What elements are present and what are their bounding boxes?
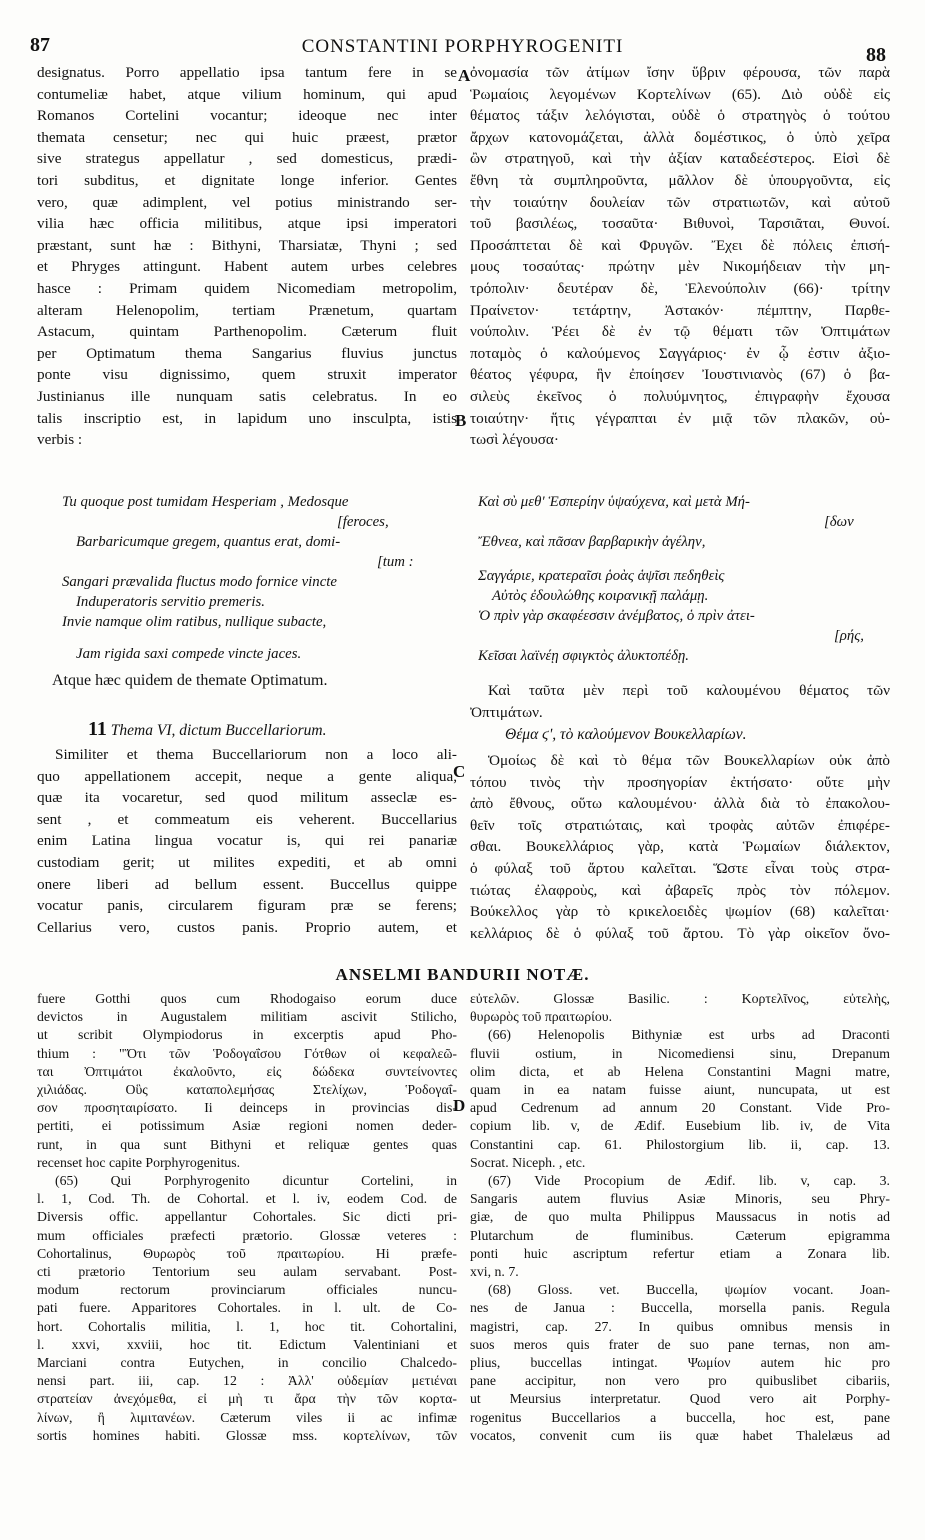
- note-line: l. 1, Cod. Th. de Cohortal. et l. iv, eodem Cod. de: [37, 1191, 457, 1207]
- greek-text-top: [470, 62, 890, 451]
- text-line: νούπολιν. Ῥέει δὲ ἐν τῷ θέματι τῶν Ὀπτιμάτων: [470, 323, 890, 341]
- text-line: σιλεὺς ἐκεῖνος ὁ πολυύμνητος, ἐπιγραφὴν ἔχουσα: [470, 387, 890, 405]
- column-marker-a: A: [458, 66, 471, 85]
- note-line: hort. Cohortalis militia, l. 1, hoc tit. Cohortalini,: [37, 1318, 457, 1334]
- text-line: vocatur panis, circularem figuram præ se ferens;: [37, 897, 457, 915]
- note-line: (68) Gloss. vet. Buccella, ψωμίον vocant. Joan-: [488, 1282, 890, 1298]
- verse-line: Κεῖσαι λαϊνέῃ σφιγκτὸς ἀλυκτοπέδῃ.: [478, 648, 690, 664]
- running-title: CONSTANTINI PORPHYROGENITI: [301, 36, 624, 57]
- text-line: contumeliæ habet, atque vilium hominum, qui apud: [37, 85, 457, 103]
- note-line: (65) Qui Porphyrogenito dicuntur Cortelini, in: [55, 1173, 457, 1189]
- text-line: et Phryges attingunt. Habent autem urbes celebres: [37, 258, 457, 276]
- text-line: per Optimatum thema Sangarius fluvius junctus: [37, 344, 457, 362]
- verse-line: Invie namque olim ratibus, nullique subacte,: [62, 614, 327, 630]
- text-line: alteram Helenopolim, tertiam Prænetum, quartam: [37, 301, 457, 319]
- text-line: Ὀπτιμάτων.: [470, 703, 543, 721]
- text-line: Cellarius vero, custos panis. Proprio autem, et: [37, 918, 457, 936]
- text-line: ὁ φύλαξ τοῦ ἄρτου καλεῖται. Ὥστε εἶναι τοὺς στρα-: [470, 859, 890, 877]
- note-line: suos meros quis frater de suo pane ternas, non am-: [470, 1336, 890, 1352]
- text-line: tori subditus, et dignitate longe inferior. Gentes: [37, 171, 457, 189]
- note-line: ut Meursius interpretatur. Quod vero ait Porphy-: [470, 1391, 890, 1407]
- text-line: onere liberi ad bellum essent. Buccellus quippe: [37, 875, 457, 893]
- note-line: pertiti, ei potissimum Asiæ regioni nomen deder-: [37, 1118, 457, 1134]
- text-line: Βούκελλος γὰρ τὸ κρικελοειδὲς ψωμίον (68) καλεῖται·: [470, 903, 890, 921]
- note-line: εὐτελῶν. Glossæ Basilic. : Κορτελῖνος, εὐτελὴς,: [470, 991, 890, 1006]
- text-line: θεῖν τοῖς στρατιώταις, καὶ τροφὰς αὐτῶν ἐπιφέρε-: [470, 816, 890, 834]
- text-line: hasce : Primam quidem Nicomediam metropolim,: [37, 279, 457, 297]
- note-line: nensi part. iii, cap. 12 : Ἀλλ' οὐδεμίαν μετιέναι: [37, 1373, 457, 1389]
- running-head: [0, 34, 925, 66]
- text-line: ὢν στρατηγοῦ, καὶ τὴν ἀξίαν καταδεέστερος. Εἰσὶ δὲ: [470, 150, 890, 168]
- note-line: στρατείαν ἀνεχόμεθα, εἰ μὴ τι ἄρα τὴν τῶν κορτα-: [37, 1391, 457, 1407]
- text-line: ἀπὸ ἔθνους, οὕτω καλουμένου· ἀλλὰ διὰ τὸ ἐπακολου-: [470, 795, 890, 813]
- note-line: pane accipitur, non vero pro quibuslibet cibariis,: [470, 1373, 890, 1389]
- verse-line: Ὁ πρὶν γὰρ σκαφέεσσιν ἀνέμβατος, ὁ πρὶν ἀτει-: [478, 608, 755, 624]
- note-line: θυρωρὸς τοῦ πραιτωρίου.: [470, 1009, 613, 1025]
- notes-title: ANSELMI BANDURII NOTÆ.: [335, 965, 590, 984]
- note-line: giæ, de quo multa Philippus Maussacus in notis ad: [470, 1209, 890, 1225]
- text-line: ποταμὸς ὁ καλούμενος Σαγγάριος· ἐν ᾧ ἐστιν ἀξιο-: [470, 344, 890, 362]
- note-line: λίνων, ἢ λιμιτανέων. Cæterum viles ii ac infimæ: [37, 1409, 457, 1425]
- page-number-left: 87: [30, 34, 50, 56]
- text-line: Similiter et thema Buccellariorum non a loco ali-: [55, 746, 457, 763]
- note-line: Constantini cap. 61. Philostorgium lib. ii, cap. 13.: [470, 1136, 890, 1152]
- note-line: copium lib. v, de Ædif. Eusebium lib. iv, de Vita: [470, 1118, 890, 1134]
- note-line: Plutarchum de fluminibus. Cæterum epigramma: [470, 1227, 890, 1243]
- greek-verse: [478, 492, 893, 666]
- note-line: thium : "Ὅτι τῶν Ῥοδογαΐσου Γότθων οἱ κεφαλεῶ-: [37, 1045, 457, 1061]
- text-line: τόπου τινὸς τὴν προσηγορίαν ἐκτήσατο· οὔτε μὴν: [470, 773, 890, 791]
- note-line: Socrat. Niceph. , etc.: [470, 1154, 586, 1170]
- text-line: θέματος τάξιν λελόγισται, οὐδὲ ὁ στρατηγὸς ὁ τούτου: [470, 107, 890, 125]
- note-line: nes de Janua : Buccella, morsella panis. Regula: [470, 1300, 890, 1316]
- note-line: Cohortalinus, Θυρωρὸς τοῦ πραιτωρίου. Hi præfe-: [37, 1245, 457, 1261]
- note-line: runt, in qua sunt Bithyni et reliquæ gentes quas: [37, 1136, 457, 1152]
- notes-left-column: [37, 990, 457, 1445]
- verse-line: Induperatoris servitio premeris.: [76, 594, 265, 610]
- text-line: vilia hæc officia militibus, atque ipsi imperatori: [37, 215, 457, 233]
- note-line: recenset hoc capite Porphyrogenitus.: [37, 1154, 241, 1170]
- latin-verse: [62, 492, 457, 664]
- text-line: ἄρχων κατονομάζεται, ἀλλὰ δομέστικος, ὁ ὑπὸ χεῖρα: [470, 128, 890, 146]
- text-line: Ὁμοίως δὲ καὶ τὸ θέμα τῶν Βουκελλαρίων οὐκ ἀπὸ: [488, 752, 890, 769]
- note-line: Marciani contra Eutychen, in concilio Chalcedo-: [37, 1355, 457, 1371]
- verse-line: Jam rigida saxi compede vincte jaces.: [76, 646, 302, 662]
- text-line: ἔθνη τὰ συμπληροῦντα, μᾶλλον δὲ ὑπουργοῦντα, εἰς: [470, 171, 890, 189]
- note-line: χιλιάδας. Οὓς καταπολεμήσας Στελίχων, Ῥοδογαΐ-: [37, 1082, 457, 1098]
- verse-line-turnover: [δων: [824, 514, 854, 530]
- text-line: præstant, sunt hæ : Bithyni, Tharsiatæ, Thyni ; sed: [37, 236, 457, 254]
- note-line: mum officiales præfecti prætorio. Glossæ veteres :: [37, 1227, 457, 1243]
- column-marker-d: D: [453, 1096, 466, 1115]
- text-line: τοιαύτην· ἥτις γέγραπται ἐν μιᾷ τῶν πλακῶν, οὑ-: [470, 409, 890, 427]
- note-line: xvi, n. 7.: [470, 1264, 519, 1280]
- text-line: enim Latina lingua vocatur is, qui rei panariæ: [37, 832, 457, 850]
- note-line: rogenitus Buccellarios a buccella, hoc est, pane: [470, 1409, 890, 1425]
- text-line: sive strategus appellatur , sed domesticus, prædi-: [37, 150, 457, 168]
- text-line: τοῦ βασιλέως, τοσαῦτα· Βιθυνοὶ, Ταρσιᾶται, Θυνοί.: [470, 215, 890, 233]
- note-line: modum rectorum provinciarum officiales nuncu-: [37, 1282, 457, 1298]
- section-title: Thema VI, dictum Buccellariorum.: [110, 722, 327, 739]
- greek-section-heading: Θέμα ϛʹ, τὸ καλούμενον Βουκελλαρίων.: [505, 726, 747, 743]
- latin-text-top: [37, 62, 457, 451]
- verse-line: Ἔθνεα, καὶ πᾶσαν βαρβαρικὴν ἀγέλην,: [478, 534, 706, 550]
- verse-line: Tu quoque post tumidam Hesperiam , Medosque: [62, 494, 349, 510]
- text-line: τιώτας ἐλαφροὺς, καὶ ἀβαρεῖς πρὸς τὸν πόλεμον.: [470, 881, 890, 899]
- note-line: ponti huic ascriptum refertur etiam a Zonara lib.: [470, 1245, 890, 1261]
- greek-section-body: [470, 750, 890, 944]
- text-line: Romanos Cortelini vocantur; ideoque nec inter: [37, 107, 457, 125]
- latin-closing-line: Atque hæc quidem de themate Optimatum.: [52, 672, 328, 689]
- note-line: ται Ὀπτιμάτοι ἐκαλοῦντο, εἰς δώδεκα συντείνοντες: [37, 1063, 457, 1079]
- note-line: pati fuere. Apparitores Cohortales. in l. ult. de Co-: [37, 1300, 457, 1316]
- text-line: quæ ita vocaretur, sed quod militum asseclæ es-: [37, 789, 457, 807]
- note-line: devictos in Augustalem militiam ascivit Stilicho,: [37, 1009, 457, 1025]
- note-line: plius, buccellas intingat. Ψωμίον autem hic pro: [470, 1355, 890, 1371]
- note-line: (66) Helenopolis Bithyniæ est urbs ad Draconti: [488, 1027, 890, 1043]
- verse-line-turnover: [feroces,: [337, 514, 389, 530]
- text-line: τρόπολιν· δευτέραν δὲ, Ἑλενούπολιν (66)· τρίτην: [470, 279, 890, 297]
- text-line: verbis :: [37, 431, 83, 449]
- note-line: quam in ea natam fuisse aiunt, nuncupata, ut est: [470, 1082, 890, 1098]
- text-line: θέατος γέφυρα, ἣν ἐποίησεν Ἰουστινιανὸς (67) ὁ βα-: [470, 366, 890, 384]
- page-number-right: 88: [866, 44, 886, 66]
- note-line: ut scribit Olympiodorus in excerptis apud Pho-: [37, 1027, 457, 1043]
- text-line: κελλάριος δὲ ὁ φύλαξ τοῦ ἄρτου. Τὸ γὰρ οἰκεῖον ὄνο-: [470, 924, 890, 942]
- note-line: Sangaris autem fluvius Asiæ Minoris, seu Phry-: [470, 1191, 890, 1207]
- latin-section-heading: [88, 718, 326, 741]
- note-line: σον προσηταιρίσατο. Ii deinceps in provincias dis-: [37, 1100, 457, 1116]
- column-marker-b: B: [455, 411, 467, 430]
- verse-line: Καὶ σὺ μεθ' Ἑσπερίην ὑψαύχενα, καὶ μετὰ Μή-: [478, 494, 750, 510]
- text-line: sent , et commeatum eis veherent. Buccellarius: [37, 810, 457, 828]
- latin-section-body: [37, 744, 457, 938]
- text-line: Ῥωμαίοις λεγομένων Κορτελίνων (65). Διὸ οὐδὲ εἰς: [470, 85, 890, 103]
- greek-closing: [470, 680, 890, 723]
- verse-line: Barbaricumque gregem, quantus erat, domi-: [76, 534, 341, 550]
- text-line: designatus. Porro appellatio ipsa tantum fere in se: [37, 64, 457, 81]
- text-line: Προσάπτεται δὲ καὶ Φρυγῶν. Ἔχει δὲ πόλεις ἐπισή-: [470, 236, 890, 254]
- notes-right-column: [470, 990, 890, 1445]
- note-line: (67) Vide Procopium de Ædif. lib. v, cap. 3.: [488, 1173, 890, 1189]
- text-line: Justinianus ille nunquam satis celebratus. In eo: [37, 387, 457, 405]
- text-line: talis inscriptio est, in lapidum uno insculpta, istis: [37, 409, 457, 427]
- note-line: l. xxvi, xxviii, hoc tit. Edictum Valentiniani et: [37, 1336, 457, 1352]
- column-marker-c: C: [453, 762, 466, 781]
- text-line: Astacum, quintam Parthenopolim. Cæterum fluit: [37, 323, 457, 341]
- text-line: τὴν τοιαύτην δουλείαν τῶν στρατιωτῶν, καὶ αὐτοῦ: [470, 193, 890, 211]
- section-number: 11: [88, 718, 107, 740]
- verse-line-turnover: [tum :: [377, 554, 414, 570]
- note-line: cti prætorio Tentorium seu aulam servabant. Post-: [37, 1264, 457, 1280]
- note-line: fuere Gotthi quos cum Rhodogaiso eorum duce: [37, 991, 457, 1006]
- text-line: μους τοσαύτας· πρώτην μὲν Νικομήδειαν τὴν μη-: [470, 258, 890, 276]
- note-line: magistri, cap. 27. In quibus omnibus mensis in: [470, 1318, 890, 1334]
- verse-line: Αὐτὸς ἐδουλώθης κοιρανικῇ παλάμῃ.: [492, 588, 709, 604]
- note-line: apud Cedrenum ad annum 20 Constant. Vide Pro-: [470, 1100, 890, 1116]
- text-line: quo appellationem accepit, neque a gente aliqua,: [37, 767, 457, 785]
- text-line: vero, quæ adimplent, vel potius ministrando ser-: [37, 193, 457, 211]
- note-line: olim dicta, et ab Helena Constantini Magni matre,: [470, 1063, 890, 1079]
- text-line: Πραίνετον· τετάρτην, Ἀστακόν· πέμπτην, Παρθε-: [470, 301, 890, 319]
- text-line: themata censetur; nec qui huic præest, prætor: [37, 128, 457, 146]
- note-line: Diversis offic. appellantur Cohortales. Sic dicti pri-: [37, 1209, 457, 1225]
- note-line: sortis homines habiti. Glossæ mss. κορτελίνων, τῶν: [37, 1427, 457, 1443]
- verse-line: Sangari prævalida fluctus modo fornice vincte: [62, 574, 337, 590]
- text-line: σθαι. Βουκελλάριος γὰρ, κατὰ Ῥωμαίων διάλεκτον,: [470, 838, 890, 856]
- text-line: τωσὶ λέγουσα·: [470, 431, 559, 449]
- note-line: fluvii ostium, in Nicomediensi sinu, Drepanum: [470, 1045, 890, 1061]
- text-line: ὀνομασία τῶν ἀτίμων ἴσην ὕβριν φέρουσα, τῶν παρὰ: [470, 64, 890, 81]
- verse-line: Σαγγάριε, κρατεραῖσι ῥοὰς ἁψῖσι πεδηθεὶς: [478, 568, 725, 584]
- text-line: custodiam gerit; ut milites expediti, et ab omni: [37, 853, 457, 871]
- note-line: vocatos, convenit cum iis quæ habet Thalelæus ad: [470, 1427, 890, 1443]
- text-line: Καὶ ταῦτα μὲν περὶ τοῦ καλουμένου θέματος τῶν: [488, 682, 890, 699]
- verse-line-turnover: [ρής,: [834, 628, 864, 644]
- text-line: ponte visu dignissimo, quem struxit imperator: [37, 366, 457, 384]
